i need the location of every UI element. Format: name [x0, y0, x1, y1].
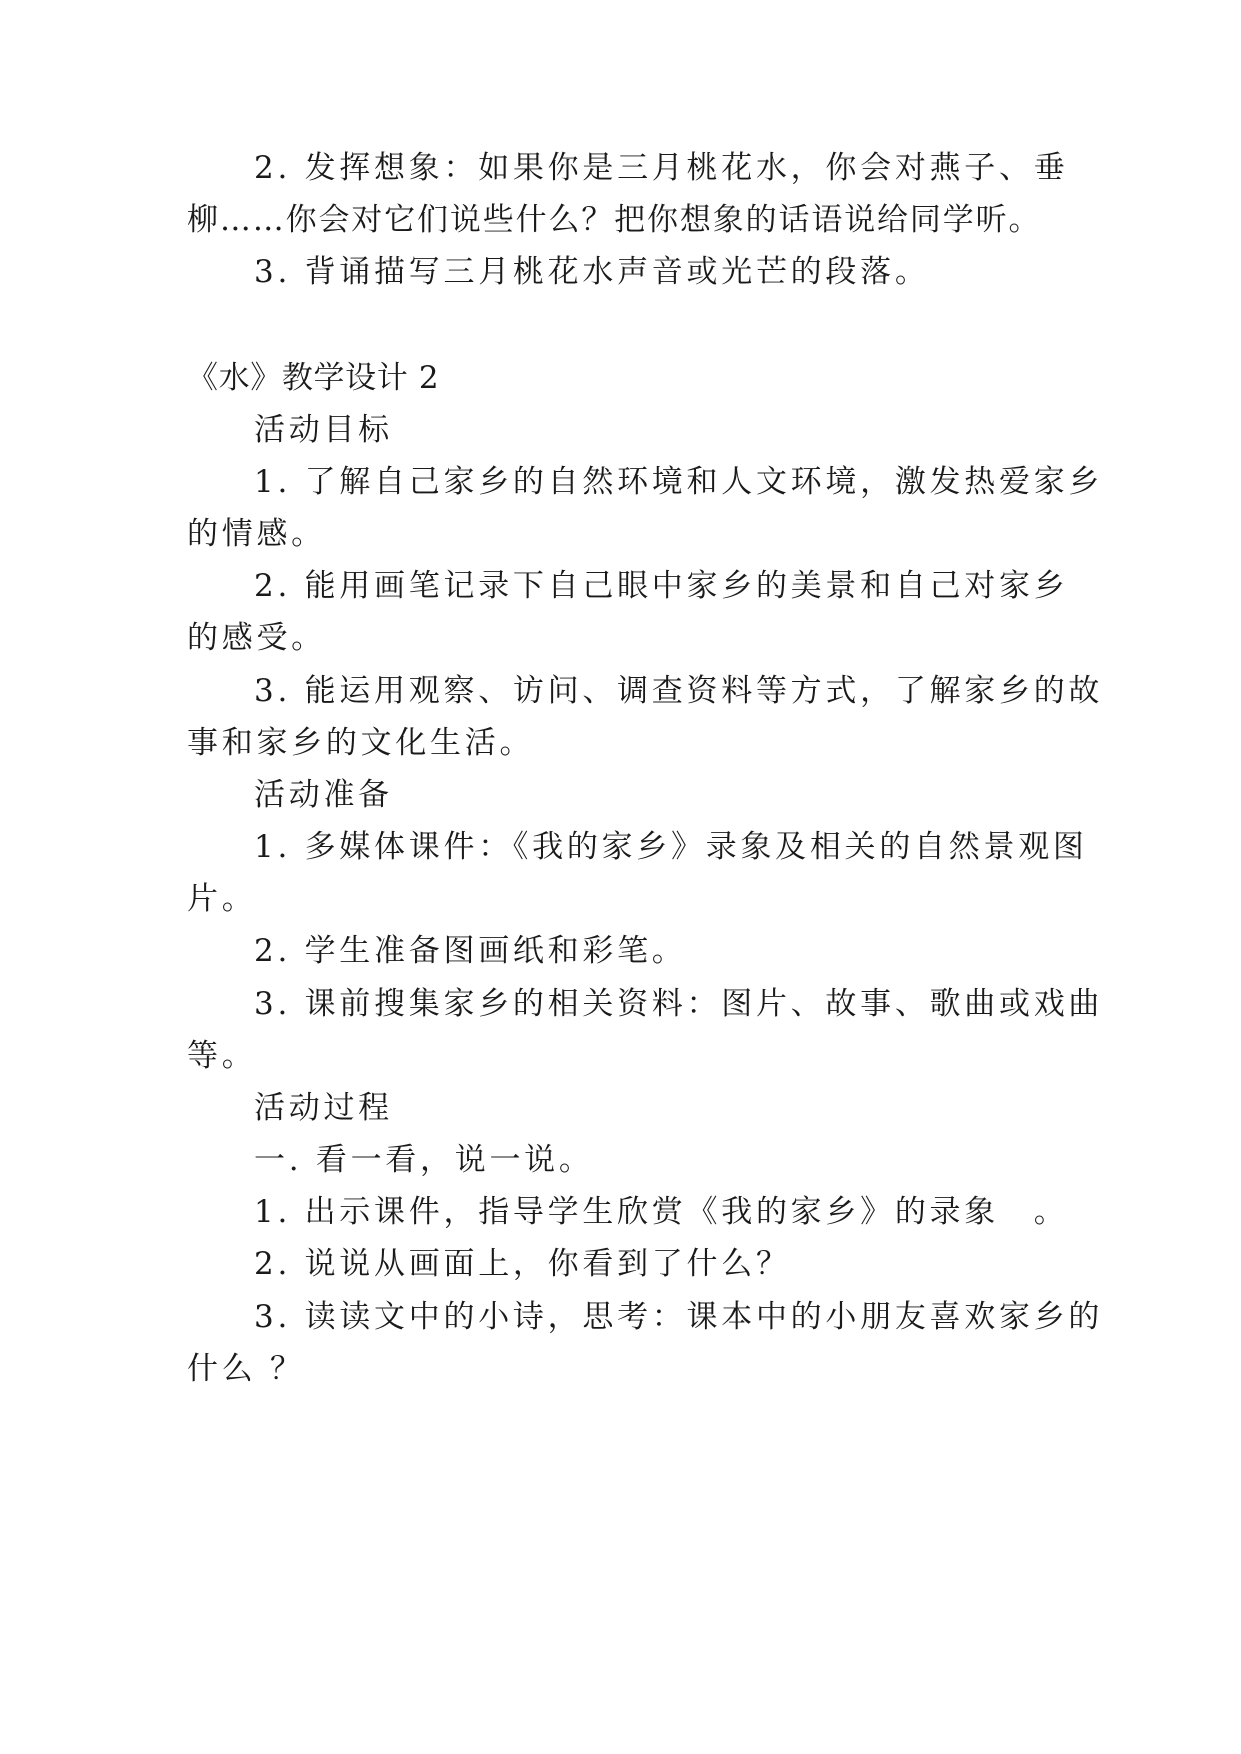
goal-3-line2: 事和家乡的文化生活。 [187, 725, 535, 761]
heading-activity-preparation: 活动准备 [254, 777, 393, 813]
paragraph-imagine-line2: 柳……你会对它们说些什么？把你想象的话语说给同学听。 [187, 202, 1042, 238]
paragraph-imagine-line1: 2. 发挥想象：如果你是三月桃花水，你会对燕子、垂 [254, 150, 1069, 186]
heading-activity-process: 活动过程 [254, 1090, 393, 1126]
goal-1-line2: 的情感。 [187, 516, 326, 552]
prep-1-line1: 1. 多媒体课件：《我的家乡》录象及相关的自然景观图 [254, 829, 1088, 865]
process-1: 1. 出示课件，指导学生欣赏《我的家乡》的录象 。 [254, 1194, 1069, 1230]
prep-1-line2: 片。 [187, 881, 257, 917]
goal-3-line1: 3. 能运用观察、访问、调查资料等方式，了解家乡的故 [254, 673, 1104, 709]
heading-activity-goals: 活动目标 [254, 412, 393, 448]
prep-3-line2: 等。 [187, 1038, 257, 1074]
process-3-line2: 什么 ？ [187, 1351, 305, 1387]
process-part-1-heading: 一. 看一看，说一说。 [254, 1142, 594, 1178]
prep-3-line1: 3. 课前搜集家乡的相关资料：图片、故事、歌曲或戏曲 [254, 986, 1104, 1022]
prep-2: 2. 学生准备图画纸和彩笔。 [254, 933, 687, 969]
process-3-line1: 3. 读读文中的小诗，思考：课本中的小朋友喜欢家乡的 [254, 1299, 1104, 1335]
paragraph-recite: 3. 背诵描写三月桃花水声音或光芒的段落。 [254, 254, 930, 290]
goal-2-line1: 2. 能用画笔记录下自己眼中家乡的美景和自己对家乡 [254, 568, 1069, 604]
section-title: 《水》教学设计 2 [187, 360, 440, 396]
goal-1-line1: 1. 了解自己家乡的自然环境和人文环境，激发热爱家乡 [254, 464, 1104, 500]
goal-2-line2: 的感受。 [187, 620, 326, 656]
process-2: 2. 说说从画面上，你看到了什么？ [254, 1246, 791, 1282]
